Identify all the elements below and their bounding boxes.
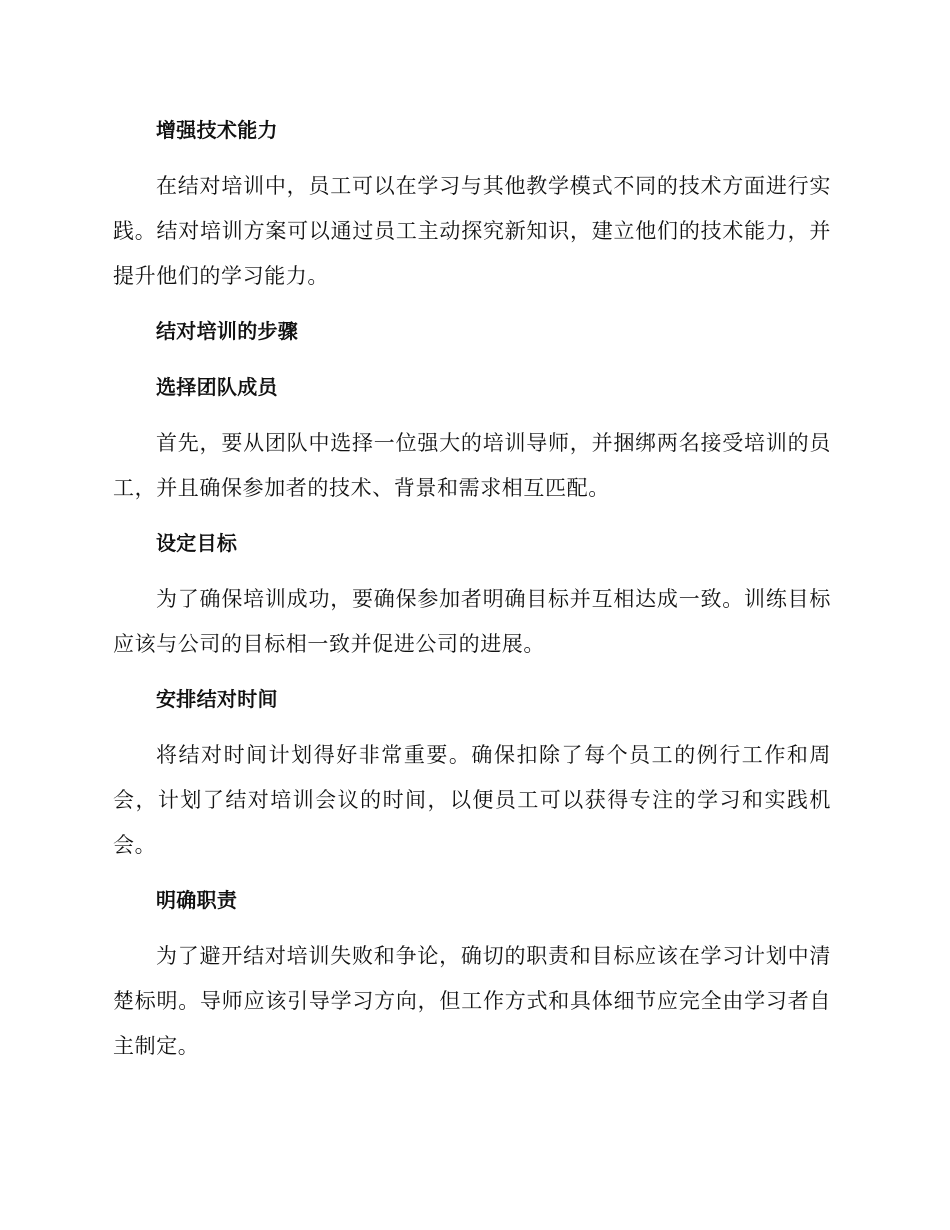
section-paragraph-clarify-duties: 为了避开结对培训失败和争论，确切的职责和目标应该在学习计划中清楚标明。导师应该引导学习方向，但工作方式和具体细节应完全由学习者自主制定。 — [113, 944, 831, 1058]
document-body — [113, 112, 831, 1069]
section-heading-pairing-steps: 结对培训的步骤 — [156, 319, 299, 343]
section-heading-clarify-duties: 明确职责 — [156, 888, 238, 912]
section-heading-set-goals: 设定目标 — [156, 531, 238, 555]
section-paragraph-set-goals: 为了确保培训成功，要确保参加者明确目标并互相达成一致。训练目标应该与公司的目标相一致并促进公司的进展。 — [113, 587, 831, 656]
section-paragraph-enhance-skills: 在结对培训中，员工可以在学习与其他教学模式不同的技术方面进行实践。结对培训方案可以通过员工主动探究新知识，建立他们的技术能力，并提升他们的学习能力。 — [113, 174, 831, 288]
section-heading-select-members: 选择团队成员 — [156, 375, 278, 399]
section-paragraph-select-members: 首先，要从团队中选择一位强大的培训导师，并捆绑两名接受培训的员工，并且确保参加者的技术、背景和需求相互匹配。 — [113, 431, 831, 500]
section-paragraph-schedule-time: 将结对时间计划得好非常重要。确保扣除了每个员工的例行工作和周会，计划了结对培训会议的时间，以便员工可以获得专注的学习和实践机会。 — [113, 743, 831, 857]
section-heading-schedule-time: 安排结对时间 — [156, 687, 278, 711]
section-heading-enhance-skills: 增强技术能力 — [156, 118, 278, 142]
